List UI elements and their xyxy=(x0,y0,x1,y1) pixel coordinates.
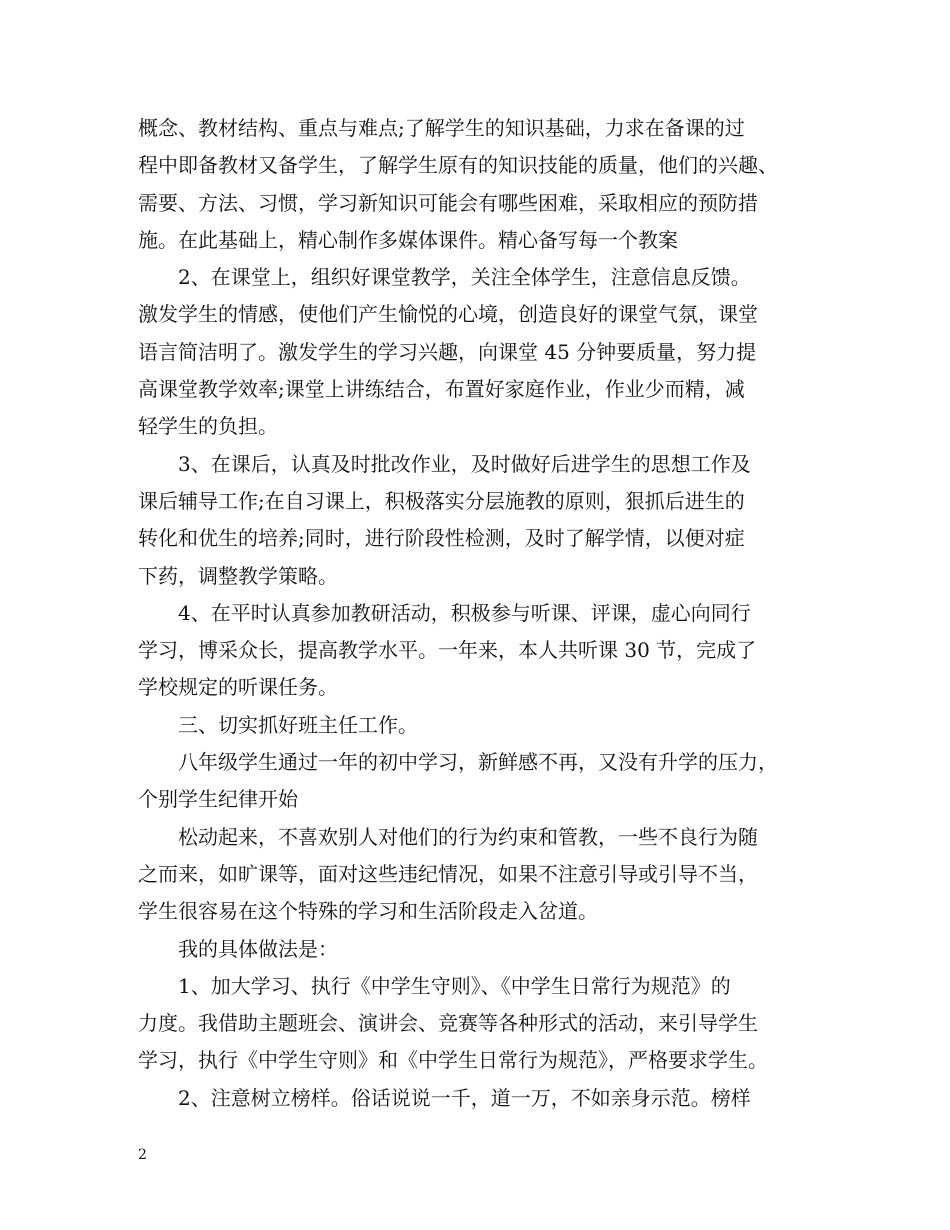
text-line: 施。在此基础上，精心制作多媒体课件。精心备写每一个教案 xyxy=(138,227,678,252)
text-line: 学校规定的听课任务。 xyxy=(138,675,338,700)
text-line: 激发学生的情感，使他们产生愉悦的心境，创造良好的课堂气氛，课堂 xyxy=(138,302,758,327)
text-line: 课后辅导工作;在自习课上，积极落实分层施教的原则，狠抓后进生的 xyxy=(138,488,745,513)
page-number: 2 xyxy=(138,1147,147,1163)
text-line: 3、在课后，认真及时批改作业，及时做好后进学生的思想工作及 xyxy=(178,451,751,476)
text-line: 学习，博采众长，提高教学水平。一年来，本人共听课 30 节，完成了 xyxy=(138,638,757,663)
text-line: 1、加大学习、执行《中学生守则》、《中学生日常行为规范》的 xyxy=(178,973,731,998)
text-line: 概念、教材结构、重点与难点;了解学生的知识基础，力求在备课的过 xyxy=(138,116,745,140)
text-line: 力度。我借助主题班会、演讲会、竞赛等各种形式的活动，来引导学生 xyxy=(138,1011,758,1036)
text-line: 2、注意树立榜样。俗话说说一千，道一万，不如亲身示范。榜样 xyxy=(178,1085,751,1110)
text-line: 转化和优生的培养;同时，进行阶段性检测，及时了解学情，以便对症 xyxy=(138,526,745,551)
text-line: 语言简洁明了。激发学生的学习兴趣，向课堂 45 分钟要质量，努力提 xyxy=(138,339,757,364)
text-line: 程中即备教材又备学生，了解学生原有的知识技能的质量，他们的兴趣、 xyxy=(138,153,778,178)
text-line: 2、在课堂上，组织好课堂教学，关注全体学生，注意信息反馈。 xyxy=(178,265,751,290)
text-line: 高课堂教学效率;课堂上讲练结合，布置好家庭作业，作业少而精，减 xyxy=(138,377,745,402)
text-line: 之而来，如旷课等，面对这些违纪情况，如果不注意引导或引导不当， xyxy=(138,861,758,886)
text-line: 下药，调整教学策略。 xyxy=(138,563,338,588)
text-line: 4、在平时认真参加教研活动，积极参与听课、评课，虚心向同行 xyxy=(178,600,751,625)
body-text xyxy=(138,110,828,1117)
text-line: 轻学生的负担。 xyxy=(138,414,278,439)
text-line: 我的具体做法是： xyxy=(178,936,338,961)
text-line: 个别学生纪律开始 xyxy=(138,787,298,812)
text-line: 松动起来，不喜欢别人对他们的行为约束和管教，一些不良行为随 xyxy=(178,824,758,849)
text-line: 三、切实抓好班主任工作。 xyxy=(178,712,418,737)
text-line: 学生很容易在这个特殊的学习和生活阶段走入岔道。 xyxy=(138,899,598,924)
text-line: 学习，执行《中学生守则》和《中学生日常行为规范》，严格要求学生。 xyxy=(138,1048,768,1073)
text-line: 需要、方法、习惯，学习新知识可能会有哪些困难，采取相应的预防措 xyxy=(138,190,758,215)
text-line: 八年级学生通过一年的初中学习，新鲜感不再，又没有升学的压力， xyxy=(178,750,778,775)
